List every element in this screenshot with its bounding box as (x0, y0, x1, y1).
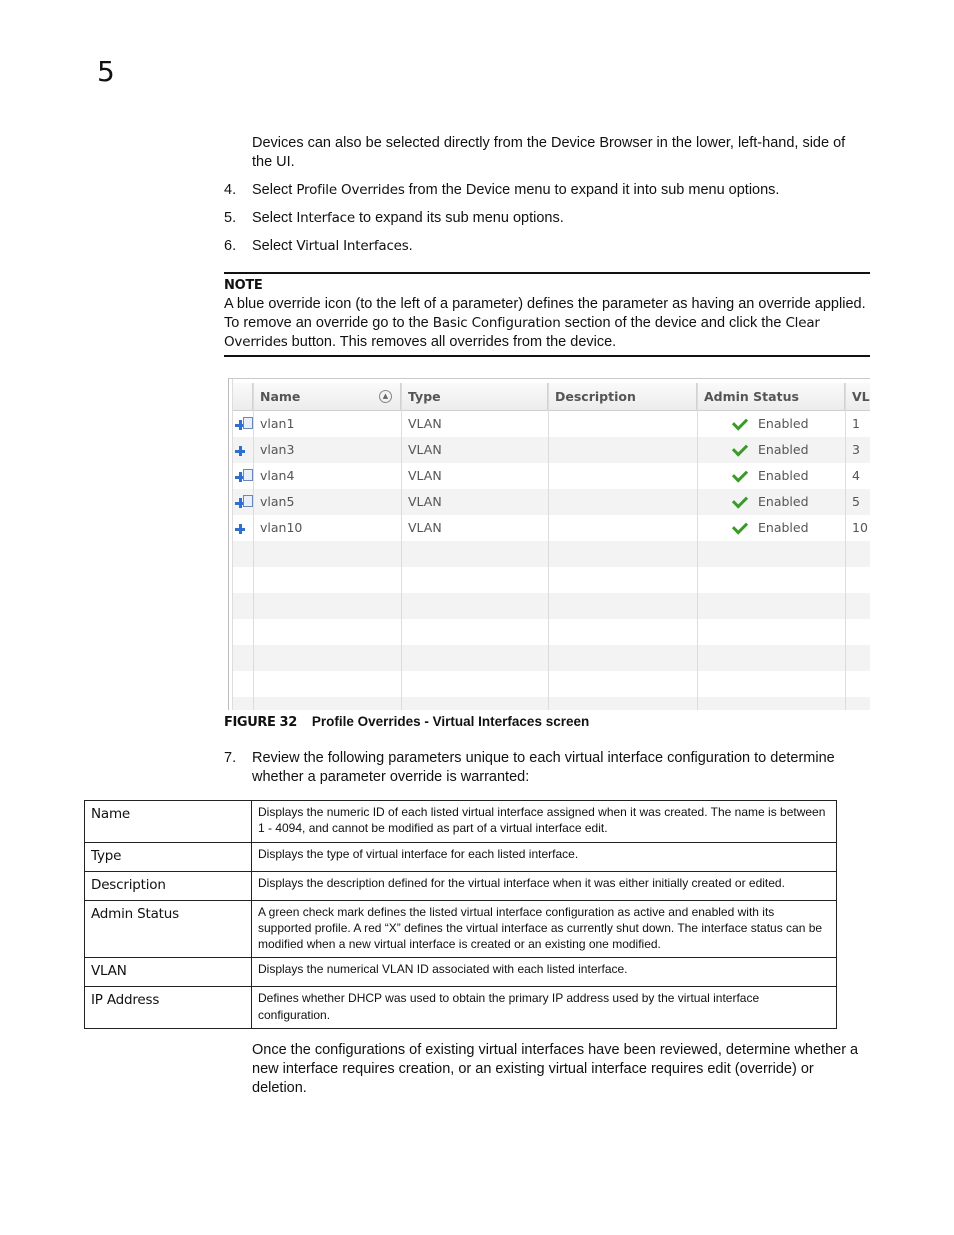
step-6 (224, 237, 864, 256)
figure-label: FIGURE 32 (224, 715, 297, 730)
override-doc-icon[interactable] (235, 469, 251, 483)
override-doc-icon[interactable] (235, 495, 251, 509)
cell-type: VLAN (408, 468, 442, 483)
override-plus-icon[interactable] (235, 443, 251, 457)
parameter-row (85, 900, 837, 958)
note-title: NOTE (224, 278, 263, 293)
step-text: from the Device menu to expand it into sub menu options. (404, 182, 780, 198)
parameter-row (85, 958, 837, 987)
column-header-type[interactable]: Type (401, 383, 548, 410)
step-number: 6. (224, 238, 237, 254)
cell-description (548, 463, 697, 489)
cell-admin-status (697, 437, 845, 463)
cell-vlan: 10 (852, 520, 868, 535)
empty-grid-row (233, 645, 870, 671)
cell-description (548, 489, 697, 515)
status-text: Enabled (758, 494, 809, 509)
parameter-row (85, 871, 837, 900)
parameter-name: Type (85, 842, 252, 871)
cell-name: vlan5 (260, 494, 295, 509)
parameter-row (85, 842, 837, 871)
cell-vlan: 4 (852, 468, 860, 483)
parameter-description: Displays the description defined for the virtual interface when it was either initially created or edited. (252, 871, 837, 900)
cell-type: VLAN (408, 442, 442, 457)
grid-row[interactable] (233, 463, 870, 489)
step-text: Select (252, 182, 297, 198)
ui-term: Interface (296, 210, 355, 226)
cell-vlan: 5 (852, 494, 860, 509)
cell-type: VLAN (408, 520, 442, 535)
ui-term: Virtual Interfaces (296, 238, 409, 254)
closing-paragraph: Once the configurations of existing virtual interfaces have been reviewed, determine whether a new interface requires creation, or an existing virtual interface requires edit (override) or deletion. (252, 1042, 859, 1096)
empty-grid-row (233, 619, 870, 645)
grid-header (233, 383, 870, 411)
cell-admin-status (697, 411, 845, 437)
check-mark-icon (732, 492, 748, 508)
cell-type: VLAN (408, 494, 442, 509)
parameters-table (84, 800, 837, 1029)
parameter-description: Displays the type of virtual interface for each listed interface. (252, 842, 837, 871)
column-divider (697, 383, 698, 710)
override-cell (233, 437, 253, 463)
empty-grid-row (233, 697, 870, 710)
empty-grid-row (233, 541, 870, 567)
note-box (224, 272, 870, 357)
cell-name: vlan10 (260, 520, 303, 535)
column-divider (253, 383, 254, 710)
parameter-description: Displays the numerical VLAN ID associated with each listed interface. (252, 958, 837, 987)
column-divider (401, 383, 402, 710)
cell-name: vlan3 (260, 442, 295, 457)
parameter-description: Displays the numeric ID of each listed virtual interface assigned when it was created. The name is between 1 - 4094, and cannot be modified as part of a virtual interface edit. (252, 801, 837, 843)
cell-name: vlan1 (260, 416, 295, 431)
empty-grid-row (233, 671, 870, 697)
step-number: 4. (224, 182, 237, 198)
check-mark-icon (732, 414, 748, 430)
ui-term: Profile Overrides (296, 182, 405, 198)
check-mark-icon (732, 466, 748, 482)
grid-row[interactable] (233, 515, 870, 541)
virtual-interfaces-grid (228, 378, 870, 710)
column-header-admin-status[interactable]: Admin Status (697, 383, 845, 410)
grid-row[interactable] (233, 411, 870, 437)
step-7 (224, 749, 864, 787)
cell-description (548, 411, 697, 437)
ui-term: Clear Overrides (224, 315, 820, 350)
empty-grid-row (233, 593, 870, 619)
cell-admin-status (697, 515, 845, 541)
step-number: 5. (224, 210, 237, 226)
cell-description (548, 437, 697, 463)
parameter-row (85, 801, 837, 843)
parameter-name: IP Address (85, 987, 252, 1029)
column-header-vlan[interactable]: VL (845, 383, 870, 410)
figure-caption-text: Profile Overrides - Virtual Interfaces screen (311, 714, 590, 729)
figure-caption (224, 712, 589, 732)
step-text: to expand its sub menu options. (354, 210, 564, 226)
step-5 (224, 209, 864, 228)
cell-admin-status (697, 463, 845, 489)
intro-paragraph: Devices can also be selected directly from the Device Browser in the lower, left-hand, side of the UI. (252, 135, 846, 170)
parameter-description: Defines whether DHCP was used to obtain the primary IP address used by the virtual interface configuration. (252, 987, 837, 1029)
parameter-description: A green check mark defines the listed virtual interface configuration as active and enabled with its supported profile. A red “X” defines the virtual interface as currently shut down. The interface status can be modified when a new virtual interface is created or an existing one modified. (252, 900, 837, 958)
cell-description (548, 515, 697, 541)
status-text: Enabled (758, 416, 809, 431)
empty-grid-row (233, 567, 870, 593)
grid-row[interactable] (233, 437, 870, 463)
status-text: Enabled (758, 520, 809, 535)
parameter-row (85, 987, 837, 1029)
column-header-name[interactable]: Name ▲ (253, 383, 401, 410)
parameter-name: Description (85, 871, 252, 900)
override-cell (233, 489, 253, 515)
override-doc-icon[interactable] (235, 417, 251, 431)
cell-type: VLAN (408, 416, 442, 431)
step-text: . (408, 238, 413, 254)
cell-vlan: 3 (852, 442, 860, 457)
step-text: Select (252, 210, 297, 226)
override-cell (233, 463, 253, 489)
step-text: Review the following parameters unique to each virtual interface configuration to determine whether a parameter override is warranted: (252, 750, 835, 785)
sort-ascending-icon[interactable]: ▲ (379, 390, 392, 403)
cell-vlan: 1 (852, 416, 860, 431)
column-divider (548, 383, 549, 710)
parameter-name: VLAN (85, 958, 252, 987)
status-text: Enabled (758, 442, 809, 457)
step-number: 7. (224, 750, 237, 766)
chapter-number: 5 (97, 55, 115, 88)
status-text: Enabled (758, 468, 809, 483)
check-mark-icon (732, 518, 748, 534)
cell-admin-status (697, 489, 845, 515)
note-text: A blue override icon (to the left of a parameter) defines the parameter as having an override applied. To remove an override go to the Basic Configuration section of the device and click the Clear Overrides button. This removes all overrides from the device. (224, 296, 866, 350)
parameter-name: Admin Status (85, 900, 252, 958)
parameter-name: Name (85, 801, 252, 843)
step-text: Select (252, 238, 297, 254)
cell-name: vlan4 (260, 468, 295, 483)
grid-row[interactable] (233, 489, 870, 515)
header-icon-column (233, 383, 253, 410)
override-cell (233, 411, 253, 437)
override-plus-icon[interactable] (235, 521, 251, 535)
column-header-description[interactable]: Description (548, 383, 697, 410)
override-cell (233, 515, 253, 541)
step-4 (224, 181, 864, 200)
check-mark-icon (732, 440, 748, 456)
column-divider (845, 383, 846, 710)
ui-term: Basic Configuration (432, 315, 561, 331)
